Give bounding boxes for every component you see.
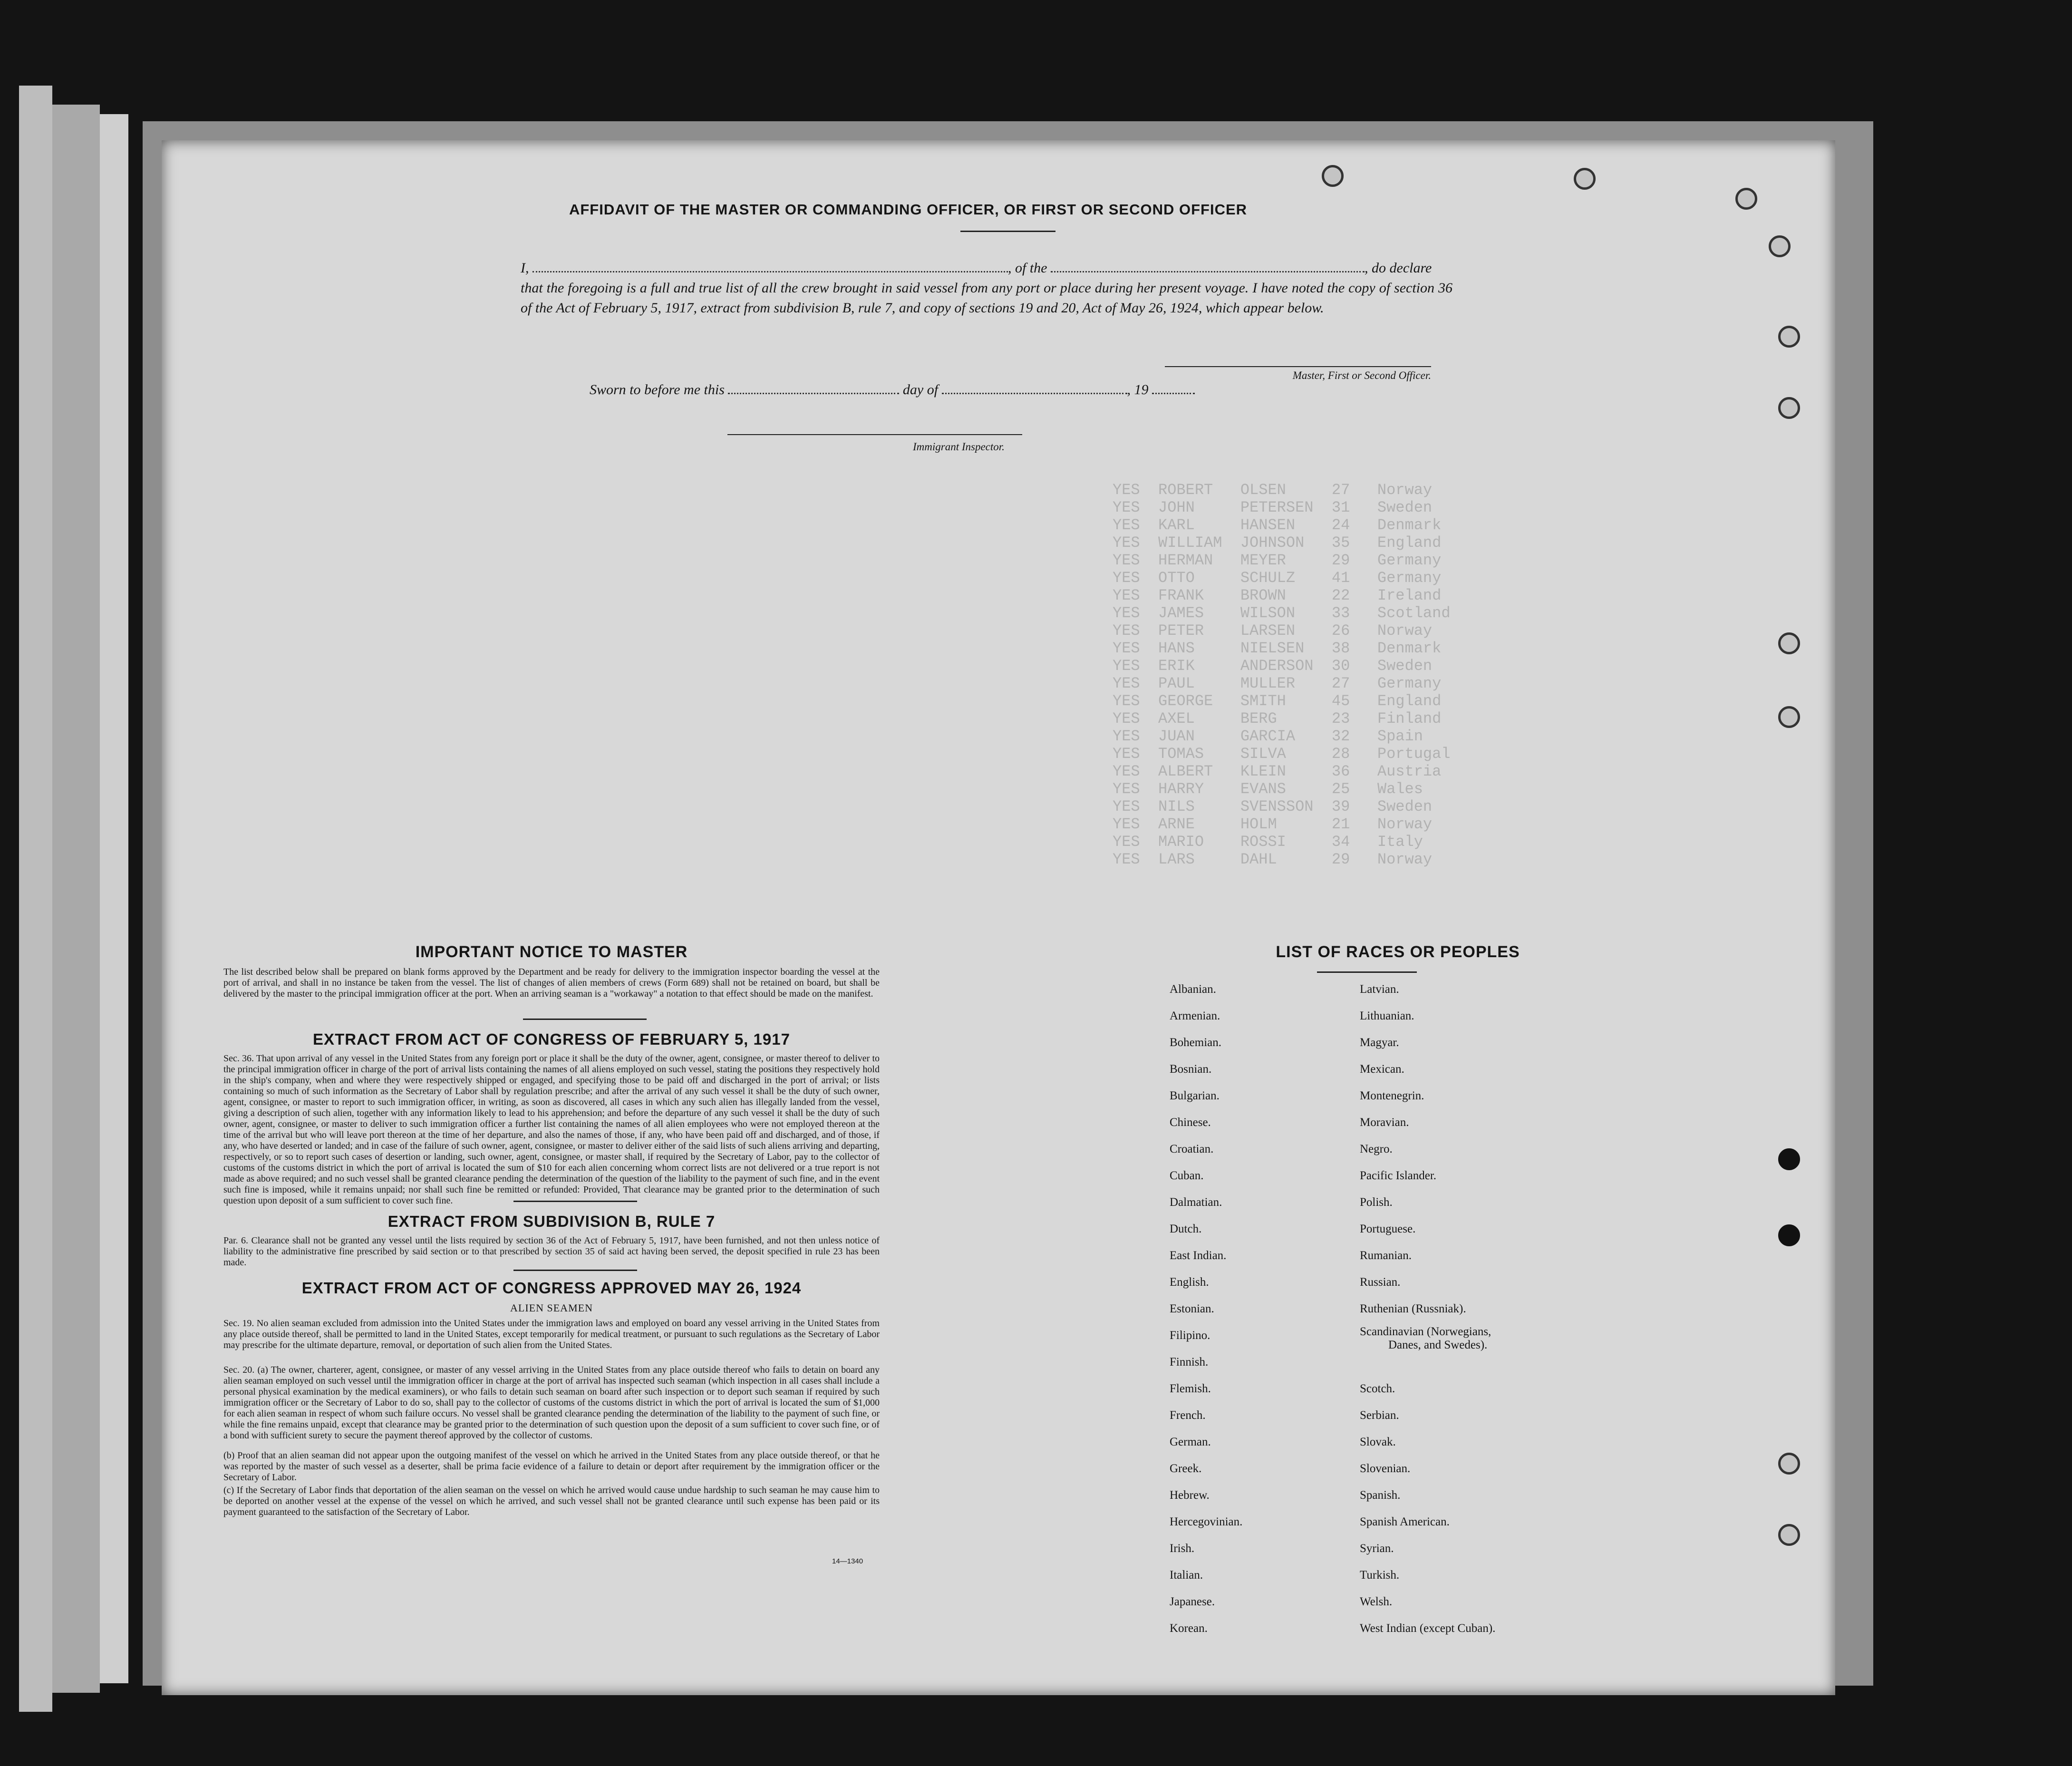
race-item: Pacific Islander. — [1360, 1169, 1437, 1182]
affidavit-i-label: I, — [521, 260, 529, 276]
race-item: Filipino. — [1170, 1329, 1210, 1342]
sworn-year-label: , 19 — [1127, 382, 1149, 398]
master-signature-line[interactable] — [1165, 366, 1431, 367]
binder-hole — [1574, 168, 1596, 190]
race-item: West Indian (except Cuban). — [1360, 1622, 1496, 1635]
affidavit-of-the-label: , of the — [1008, 260, 1047, 276]
race-item: Japanese. — [1170, 1595, 1215, 1608]
race-item: Russian. — [1360, 1276, 1401, 1289]
race-item: Welsh. — [1360, 1595, 1393, 1608]
race-item: Italian. — [1170, 1569, 1203, 1582]
race-item: Ruthenian (Russniak). — [1360, 1302, 1466, 1315]
race-item: Greek. — [1170, 1462, 1202, 1475]
extract-1924-sec20a: Sec. 20. (a) The owner, charterer, agent, consignee, or master of any vessel arriving in the United States from any place outside thereof who fails to detain on board any alien seaman employed on such vessel until the immigration officer in charge at the port of arrival has inspected such seaman (which inspection in all cases shall include a personal physical examination by the medical examiners), or who fails to detain such seaman on board after such inspection or to deport such seaman if required by such immigration officer or the Secretary of Labor to do so, shall pay to the collector of customs of the customs district in which the port of arrival is located the sum of $1,000 for each alien seaman in respect of whom such failure occurs. No vessel shall be granted clearance pending the determination of the liability to the payment of such fine, or while the fine remains unpaid, except that clearance may be granted prior to the determination of such question upon the deposit of a sum sufficient to cover such fine, or of a bond with sufficient surety to secure the payment thereof approved by the collector of customs. — [223, 1365, 880, 1441]
affidavit-declaration-line — [521, 260, 1628, 276]
extract-1924-sec20b: (b) Proof that an alien seaman did not appear upon the outgoing manifest of the vessel on which he arrived in the United States from any place outside thereof, or that he was reported by the master of such vessel as a deserter, shall be prima facie evidence of a failure to detain or deport after requirement by the immigration officer or the Secretary of Labor. — [223, 1450, 880, 1483]
race-item: Croatian. — [1170, 1143, 1214, 1155]
inspector-signature-caption: Immigrant Inspector. — [913, 441, 1005, 453]
binder-hole — [1778, 1453, 1800, 1475]
race-item: Dalmatian. — [1170, 1196, 1222, 1209]
races-title-rule — [1317, 971, 1417, 973]
race-item: Bohemian. — [1170, 1036, 1222, 1049]
race-item: Spanish. — [1360, 1489, 1401, 1502]
affidavit-title-rule — [960, 231, 1055, 232]
binder-hole — [1778, 1224, 1800, 1246]
race-item: Dutch. — [1170, 1223, 1202, 1235]
race-item: Syrian. — [1360, 1542, 1394, 1555]
race-item: Slovenian. — [1360, 1462, 1411, 1475]
binder-hole — [1778, 706, 1800, 728]
race-item: German. — [1170, 1436, 1211, 1448]
notice-title: IMPORTANT NOTICE TO MASTER — [415, 943, 688, 961]
extract-1917-title: EXTRACT FROM ACT OF CONGRESS OF FEBRUARY 5, 1917 — [313, 1030, 790, 1048]
race-item: Lithuanian. — [1360, 1009, 1414, 1022]
race-item: Bosnian. — [1170, 1063, 1212, 1076]
races-left-column — [1170, 976, 1350, 1642]
race-item: Albanian. — [1170, 983, 1216, 996]
race-item: Korean. — [1170, 1622, 1208, 1635]
manifest-back-page — [162, 140, 1835, 1695]
race-item: Latvian. — [1360, 983, 1399, 996]
sworn-prefix: Sworn to before me this — [590, 382, 725, 398]
race-item: Estonian. — [1170, 1302, 1214, 1315]
extract-1917-rule — [513, 1201, 637, 1202]
sworn-dayof-label: day of — [902, 382, 939, 398]
race-item: Magyar. — [1360, 1036, 1399, 1049]
paper-stack-edge — [52, 105, 100, 1693]
extract-rule7-title: EXTRACT FROM SUBDIVISION B, RULE 7 — [387, 1213, 716, 1230]
sworn-year-field[interactable] — [1152, 393, 1195, 394]
extract-1917-text: Sec. 36. That upon arrival of any vessel in the United States from any foreign port or place it shall be the duty of the owner, agent, consignee, or master thereof to deliver to the principal immigration officer in charge of the port of arrival lists containing the names of all aliens employed on such vessel, stating the positions they respectively hold in the ship's company, when and where they were respectively shipped or engaged, and specifying those to be paid off and discharged in the port of arrival; or lists containing so much of such information as the Secretary of Labor shall by regulation prescribe; and after the arrival of any such vessel it shall be the duty of such owner, agent, consignee, or master to report to such immigration officer, in writing, as soon as discovered, all cases in which any such alien has illegally landed from the vessel, giving a description of such alien, together with any information likely to lead to his apprehension; and before the departure of any such vessel it shall be the duty of such owner, agent, consignee, or master to deliver to such immigration officer a further list containing the names of all alien employees who were not employed thereon at the time of the arrival but who will leave port thereon at the time of her departure, and also the names of those, if any, who have been paid off and discharged, and of those, if any, who have deserted or landed; and in case of the failure of such owner, agent, consignee, or master to deliver either of the said lists of such aliens arriving and departing, respectively, or so to report such cases of desertion or landing, such owner, agent, consignee, or master shall, if required by the Secretary of Labor, pay to the collector of customs of the customs district in which the port of arrival is located the sum of $10 for each alien concerning whom correct lists are not delivered or a true report is not made as above required; and no such vessel shall be granted clearance pending the determination of the question of the liability to the payment of such fine, and in the event such fine is imposed, while it remains unpaid; nor shall such fine be remitted or refunded: Provided, That clearance may be granted prior to the determination of such question upon deposit of a sum sufficient to cover such fine. — [223, 1053, 880, 1206]
extract-rule7-text: Par. 6. Clearance shall not be granted any vessel until the lists required by section 36 of the Act of February 5, 1917, have been furnished, and not then unless notice of liability to the administrative fine prescribed by said section or to that prescribed by section 35 of said act having been served, the deposit specified in rule 23 has been made. — [223, 1235, 880, 1268]
race-item: Hebrew. — [1170, 1489, 1210, 1502]
race-item: Scotch. — [1360, 1382, 1395, 1395]
notice-rule — [523, 1019, 647, 1020]
paper-stack-edge — [19, 86, 52, 1712]
bleed-through-texture: YES ROBERT OLSEN 27 Norway YES JOHN PETERSEN 31 Sweden YES KARL HANSEN 24 Denmark YES WILLIAM JOHNSON 35 England YES HERMAN MEYER 29 Germany YES OTTO SCHULZ 41 Germany YES FRANK BROWN 22 Ireland YES JAMES WILSON 33 Scotland YES PETER LARSEN 26 Norway YES HANS NIELSEN 38 Denmark YES ERIK ANDERSON 30 Sweden YES PAUL MULLER 27 Germany YES GEORGE SMITH 45 England YES AXEL BERG 23 Finland YES JUAN GARCIA 32 Spain YES TOMAS SILVA 28 Portugal YES ALBERT KLEIN 36 Austria YES HARRY EVANS 25 Wales YES NILS SVENSSON 39 Sweden YES ARNE HOLM 21 Norway YES MARIO ROSSI 34 Italy YES LARS DAHL 29 Norway — [1113, 481, 1451, 868]
binder-hole — [1778, 397, 1800, 419]
sworn-day-field[interactable] — [728, 393, 899, 394]
extract-1924-sec19: Sec. 19. No alien seaman excluded from admission into the United States under the immigration laws and employed on board any vessel arriving in the United States from any place outside thereof, shall be permitted to land in the United States, except temporarily for medical treatment, or pursuant to such regulations as the Secretary of Labor may prescribe for the ultimate departure, removal, or deportation of such alien from the United States. — [223, 1318, 880, 1350]
vessel-name-field[interactable] — [1051, 271, 1365, 272]
race-item: Portuguese. — [1360, 1223, 1416, 1235]
race-item: Hercegovinian. — [1170, 1515, 1243, 1528]
inspector-signature-line[interactable] — [727, 434, 1022, 435]
race-item: Flemish. — [1170, 1382, 1211, 1395]
race-item: Polish. — [1360, 1196, 1393, 1209]
race-item: Danes, and Swedes). — [1388, 1339, 1488, 1351]
paper-stack-edge — [100, 114, 128, 1683]
sworn-month-field[interactable] — [942, 393, 1127, 394]
affidavit-title: AFFIDAVIT OF THE MASTER OR COMMANDING OFFICER, OR FIRST OR SECOND OFFICER — [569, 201, 1248, 218]
race-item: Finnish. — [1170, 1356, 1209, 1368]
race-item: Mexican. — [1360, 1063, 1404, 1076]
race-item: Slovak. — [1360, 1436, 1396, 1448]
form-number: 14—1340 — [832, 1557, 863, 1565]
race-item: Chinese. — [1170, 1116, 1211, 1129]
race-item: Negro. — [1360, 1143, 1393, 1155]
race-item: French. — [1170, 1409, 1206, 1422]
race-item: East Indian. — [1170, 1249, 1227, 1262]
race-item: Serbian. — [1360, 1409, 1399, 1422]
alien-seamen-subtitle: ALIEN SEAMEN — [510, 1302, 593, 1314]
sworn-line — [590, 382, 1195, 398]
affidavit-body: that the foregoing is a full and true list of all the crew brought in said vessel from any port or place during her present voyage. I have noted the copy of section 36 of the Act of February 5, 1917, extract from subdivision B, rule 7, and copy of sections 19 and 20, Act of May 26, 1924, which appear below. — [521, 280, 1452, 316]
races-right-column — [1360, 976, 1607, 1642]
extract-rule7-rule — [513, 1270, 637, 1271]
binder-hole — [1778, 326, 1800, 348]
races-title: LIST OF RACES OR PEOPLES — [1276, 943, 1520, 961]
binder-hole — [1769, 235, 1791, 257]
affidavit-declare-label: , do declare — [1365, 260, 1432, 276]
race-item: Cuban. — [1170, 1169, 1204, 1182]
extract-1924-sec20c: (c) If the Secretary of Labor finds that deportation of the alien seaman on the vessel on which he arrived would cause undue hardship to such seaman he may cause him to be deported on another vessel at the expense of the vessel on which he arrived, and such vessel shall not be granted clearance until such expense has been paid or its payment guaranteed to the satisfaction of the Secretary of Labor. — [223, 1485, 880, 1517]
binder-hole — [1735, 188, 1757, 210]
notice-text: The list described below shall be prepared on blank forms approved by the Department and be ready for delivery to the immigration inspector boarding the vessel at the port of arrival, and shall in no instance be taken from the vessel. The list of changes of alien members of crews (Form 689) shall not be retained on board, but shall be delivered by the master to the principal immigration officer at the port. When an arriving seaman is a "workaway" a notation to that effect should be made on the manifest. — [223, 967, 880, 999]
race-item: Scandinavian (Norwegians, — [1360, 1325, 1491, 1338]
binder-hole — [1778, 632, 1800, 654]
race-item: Montenegrin. — [1360, 1089, 1424, 1102]
binder-hole — [1322, 165, 1344, 187]
race-item: Irish. — [1170, 1542, 1195, 1555]
race-item: Rumanian. — [1360, 1249, 1412, 1262]
master-signature-caption: Master, First or Second Officer. — [1292, 369, 1431, 381]
race-item: Armenian. — [1170, 1009, 1220, 1022]
master-name-field[interactable] — [533, 271, 1008, 272]
race-item: Spanish American. — [1360, 1515, 1450, 1528]
binder-hole — [1778, 1524, 1800, 1546]
race-item: Bulgarian. — [1170, 1089, 1220, 1102]
binder-hole — [1778, 1148, 1800, 1170]
race-item: Moravian. — [1360, 1116, 1409, 1129]
race-item: English. — [1170, 1276, 1209, 1289]
extract-1924-title: EXTRACT FROM ACT OF CONGRESS APPROVED MAY 26, 1924 — [301, 1279, 802, 1297]
race-item: Turkish. — [1360, 1569, 1400, 1582]
